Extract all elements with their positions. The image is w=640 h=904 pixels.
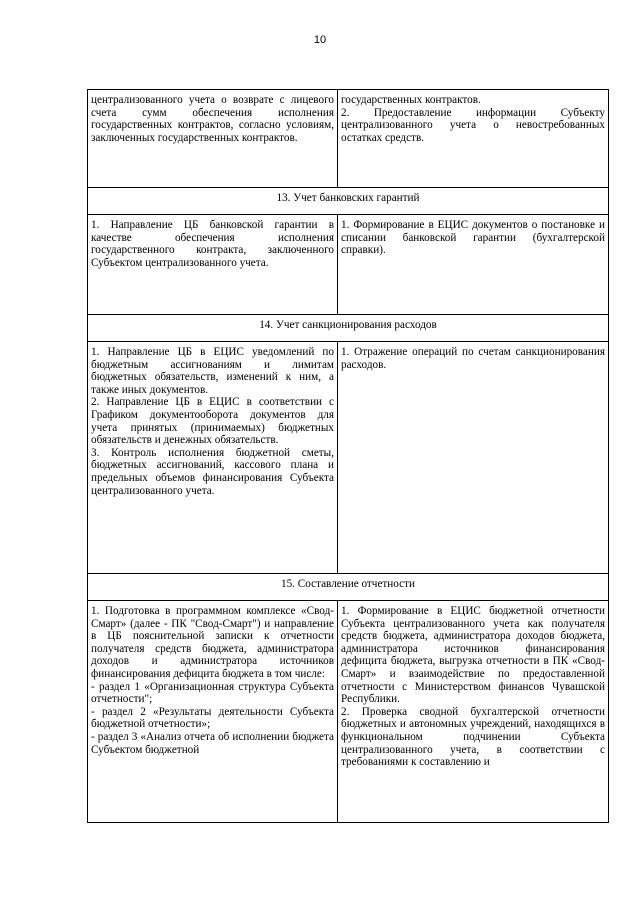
section-title: 14. Учет санкционирования расходов <box>88 315 609 342</box>
section-title: 15. Составление отчетности <box>88 574 609 601</box>
cell-paragraph: 1. Направление ЦБ банковской гарантии в качестве обеспечения исполнения государственного контракта, заключенного Субъектом централизованного учета. <box>91 219 334 269</box>
cell-paragraph: 2. Проверка сводной бухгалтерской отчетности бюджетных и автономных учреждений, находящихся в функциональном подчинении Субъекта централизованного учета, в соответствии с требованиями к составлению и <box>341 705 605 769</box>
left-cell <box>88 215 338 315</box>
cell-paragraph: 1. Подготовка в программном комплексе «Свод-Смарт» (далее - ПК "Свод-Смарт") и направление в ЦБ пояснительной записки к отчетности получателя средств бюджета, администратора доходов и администратора источников финансирования дефицита бюджета в том числе: <box>91 605 334 680</box>
cell-paragraph: 1. Формирование в ЕЦИС документов о постановке и списании банковской гарантии (бухгалтерской справки). <box>341 219 605 257</box>
right-cell <box>338 215 609 315</box>
page-number: 10 <box>313 34 327 46</box>
section-row <box>88 315 609 342</box>
cell-paragraph: 2. Направление ЦБ в ЕЦИС в соответствии с Графиком документооборота документов для учета принятых (принимаемых) бюджетных обязательств и денежных обязательств. <box>91 396 334 447</box>
left-cell <box>88 601 338 823</box>
right-cell <box>338 90 609 188</box>
cell-paragraph: централизованного учета о возврате с лицевого счета сумм обеспечения исполнения государственных контрактов, согласно условиям, заключенных государственных контрактов. <box>91 94 334 144</box>
table-row <box>88 215 609 315</box>
cell-paragraph: - раздел 3 «Анализ отчета об исполнении бюджета Субъектом бюджетной <box>91 730 334 756</box>
table-row <box>88 601 609 823</box>
section-row <box>88 574 609 601</box>
section-row <box>88 188 609 215</box>
responsibility-table <box>87 89 609 823</box>
cell-paragraph: 1. Отражение операций по счетам санкционирования расходов. <box>341 346 605 371</box>
cell-paragraph: 2. Предоставление информации Субъекту централизованного учета о невостребованных остатках средств. <box>341 106 605 144</box>
cell-paragraph: - раздел 2 «Результаты деятельности Субъекта бюджетной отчетности»; <box>91 705 334 731</box>
section-title: 13. Учет банковских гарантий <box>88 188 609 215</box>
cell-paragraph: 1. Направление ЦБ в ЕЦИС уведомлений по бюджетным ассигнованиям и лимитам бюджетных обязательств, изменений к ним, а также иных документов. <box>91 346 334 396</box>
right-cell <box>338 342 609 574</box>
left-cell <box>88 342 338 574</box>
left-cell <box>88 90 338 188</box>
cell-paragraph: 3. Контроль исполнения бюджетной сметы, бюджетных ассигнований, кассового плана и предельных объемов финансирования Субъекта централизованного учета. <box>91 446 334 497</box>
cell-paragraph: государственных контрактов. <box>341 94 481 106</box>
table-row <box>88 342 609 574</box>
cell-paragraph: 1. Формирование в ЕЦИС бюджетной отчетности Субъекта централизованного учета как получателя средств бюджета, администратора доходов бюджета, администратора источников финансирования дефицита бюджета, выгрузка отчетности в ПК «Свод-Смарт» и взаимодействие по предоставленной отчетности с Министерством финансов Чувашской Республики. <box>341 605 605 706</box>
table-row <box>88 90 609 188</box>
cell-paragraph: - раздел 1 «Организационная структура Субъекта отчетности"; <box>91 680 334 706</box>
right-cell <box>338 601 609 823</box>
